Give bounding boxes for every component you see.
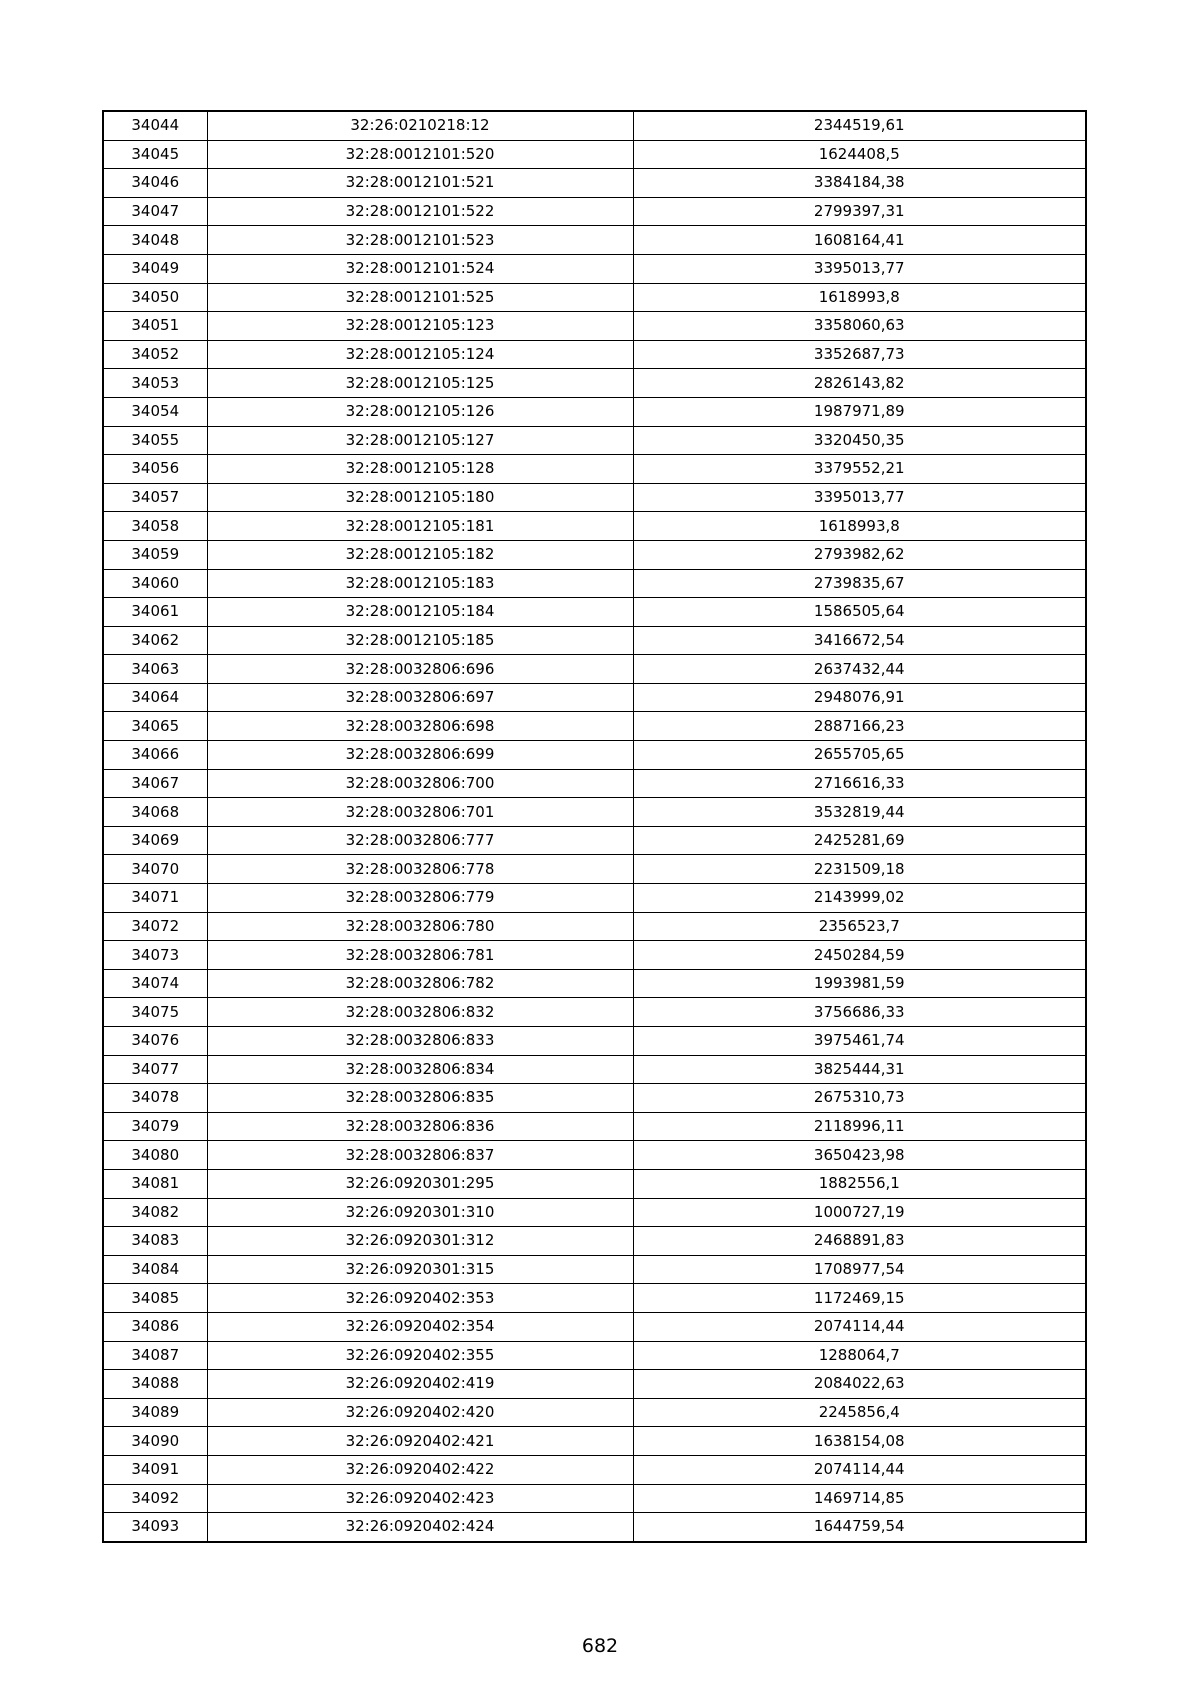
cadastral-number-cell: 32:26:0920301:315 xyxy=(207,1255,633,1284)
cadastral-number-cell: 32:28:0032806:780 xyxy=(207,912,633,941)
value-cell: 1000727,19 xyxy=(633,1198,1086,1227)
table-row xyxy=(103,226,1086,255)
cadastral-number-cell: 32:28:0032806:700 xyxy=(207,769,633,798)
value-cell: 3395013,77 xyxy=(633,483,1086,512)
table-row xyxy=(103,369,1086,398)
table-row xyxy=(103,741,1086,770)
cadastral-number-cell: 32:28:0032806:697 xyxy=(207,683,633,712)
table-row xyxy=(103,598,1086,627)
value-cell: 2425281,69 xyxy=(633,826,1086,855)
row-number-cell: 34044 xyxy=(103,111,207,140)
cadastral-number-cell: 32:26:0920301:310 xyxy=(207,1198,633,1227)
table-row xyxy=(103,683,1086,712)
value-cell: 2344519,61 xyxy=(633,111,1086,140)
value-cell: 2716616,33 xyxy=(633,769,1086,798)
table-row xyxy=(103,1141,1086,1170)
row-number-cell: 34078 xyxy=(103,1084,207,1113)
cadastral-number-cell: 32:28:0012101:522 xyxy=(207,197,633,226)
cadastral-number-cell: 32:28:0032806:833 xyxy=(207,1027,633,1056)
row-number-cell: 34092 xyxy=(103,1484,207,1513)
table-row xyxy=(103,1398,1086,1427)
cadastral-number-cell: 32:28:0032806:834 xyxy=(207,1055,633,1084)
cadastral-number-cell: 32:26:0920301:295 xyxy=(207,1169,633,1198)
cadastral-number-cell: 32:28:0032806:699 xyxy=(207,741,633,770)
value-cell: 3384184,38 xyxy=(633,169,1086,198)
row-number-cell: 34049 xyxy=(103,254,207,283)
row-number-cell: 34086 xyxy=(103,1312,207,1341)
cadastral-number-cell: 32:28:0032806:698 xyxy=(207,712,633,741)
cadastral-number-cell: 32:28:0032806:777 xyxy=(207,826,633,855)
row-number-cell: 34061 xyxy=(103,598,207,627)
table-row xyxy=(103,1112,1086,1141)
cadastral-number-cell: 32:26:0920402:421 xyxy=(207,1427,633,1456)
value-cell: 1618993,8 xyxy=(633,283,1086,312)
cadastral-number-cell: 32:28:0032806:779 xyxy=(207,884,633,913)
cadastral-number-cell: 32:28:0012101:521 xyxy=(207,169,633,198)
row-number-cell: 34081 xyxy=(103,1169,207,1198)
value-cell: 3975461,74 xyxy=(633,1027,1086,1056)
value-cell: 3650423,98 xyxy=(633,1141,1086,1170)
table-row xyxy=(103,512,1086,541)
row-number-cell: 34083 xyxy=(103,1227,207,1256)
row-number-cell: 34079 xyxy=(103,1112,207,1141)
table-row xyxy=(103,712,1086,741)
value-cell: 2356523,7 xyxy=(633,912,1086,941)
value-cell: 3416672,54 xyxy=(633,626,1086,655)
cadastral-number-cell: 32:28:0032806:835 xyxy=(207,1084,633,1113)
table-row xyxy=(103,655,1086,684)
cadastral-number-cell: 32:28:0012101:525 xyxy=(207,283,633,312)
row-number-cell: 34069 xyxy=(103,826,207,855)
row-number-cell: 34084 xyxy=(103,1255,207,1284)
value-cell: 3358060,63 xyxy=(633,312,1086,341)
row-number-cell: 34048 xyxy=(103,226,207,255)
table-row xyxy=(103,1455,1086,1484)
row-number-cell: 34064 xyxy=(103,683,207,712)
row-number-cell: 34051 xyxy=(103,312,207,341)
table-row xyxy=(103,1198,1086,1227)
row-number-cell: 34065 xyxy=(103,712,207,741)
table-row xyxy=(103,1370,1086,1399)
table-row xyxy=(103,1312,1086,1341)
value-cell: 1469714,85 xyxy=(633,1484,1086,1513)
row-number-cell: 34077 xyxy=(103,1055,207,1084)
value-cell: 2826143,82 xyxy=(633,369,1086,398)
table-row xyxy=(103,1084,1086,1113)
cadastral-number-cell: 32:28:0012101:524 xyxy=(207,254,633,283)
value-cell: 2231509,18 xyxy=(633,855,1086,884)
cadastral-number-cell: 32:26:0920301:312 xyxy=(207,1227,633,1256)
table-row xyxy=(103,826,1086,855)
row-number-cell: 34074 xyxy=(103,969,207,998)
cadastral-number-cell: 32:28:0032806:836 xyxy=(207,1112,633,1141)
table-row xyxy=(103,169,1086,198)
table-row xyxy=(103,798,1086,827)
value-cell: 1288064,7 xyxy=(633,1341,1086,1370)
value-cell: 2637432,44 xyxy=(633,655,1086,684)
value-cell: 2655705,65 xyxy=(633,741,1086,770)
page-number: 682 xyxy=(581,1635,619,1657)
table-row xyxy=(103,254,1086,283)
value-cell: 1624408,5 xyxy=(633,140,1086,169)
table-row xyxy=(103,769,1086,798)
value-cell: 1638154,08 xyxy=(633,1427,1086,1456)
row-number-cell: 34071 xyxy=(103,884,207,913)
row-number-cell: 34046 xyxy=(103,169,207,198)
row-number-cell: 34067 xyxy=(103,769,207,798)
table-row xyxy=(103,1341,1086,1370)
cadastral-number-cell: 32:28:0012105:127 xyxy=(207,426,633,455)
table-row xyxy=(103,884,1086,913)
cadastral-value-table xyxy=(102,110,1087,1543)
cadastral-number-cell: 32:28:0032806:837 xyxy=(207,1141,633,1170)
cadastral-number-cell: 32:26:0920402:422 xyxy=(207,1455,633,1484)
cadastral-number-cell: 32:26:0920402:419 xyxy=(207,1370,633,1399)
cadastral-number-cell: 32:28:0012105:128 xyxy=(207,455,633,484)
value-cell: 1608164,41 xyxy=(633,226,1086,255)
value-cell: 2799397,31 xyxy=(633,197,1086,226)
table-row xyxy=(103,455,1086,484)
table-row xyxy=(103,1427,1086,1456)
row-number-cell: 34080 xyxy=(103,1141,207,1170)
row-number-cell: 34057 xyxy=(103,483,207,512)
row-number-cell: 34045 xyxy=(103,140,207,169)
value-cell: 2084022,63 xyxy=(633,1370,1086,1399)
value-cell: 3379552,21 xyxy=(633,455,1086,484)
value-cell: 2118996,11 xyxy=(633,1112,1086,1141)
row-number-cell: 34047 xyxy=(103,197,207,226)
cadastral-number-cell: 32:26:0920402:355 xyxy=(207,1341,633,1370)
row-number-cell: 34060 xyxy=(103,569,207,598)
value-cell: 2450284,59 xyxy=(633,941,1086,970)
value-cell: 1644759,54 xyxy=(633,1513,1086,1542)
value-cell: 2245856,4 xyxy=(633,1398,1086,1427)
table-row xyxy=(103,1284,1086,1313)
row-number-cell: 34072 xyxy=(103,912,207,941)
row-number-cell: 34054 xyxy=(103,397,207,426)
value-cell: 3352687,73 xyxy=(633,340,1086,369)
table-row xyxy=(103,111,1086,140)
cadastral-number-cell: 32:28:0012105:183 xyxy=(207,569,633,598)
cadastral-number-cell: 32:28:0012105:180 xyxy=(207,483,633,512)
cadastral-number-cell: 32:28:0032806:696 xyxy=(207,655,633,684)
row-number-cell: 34050 xyxy=(103,283,207,312)
value-cell: 1618993,8 xyxy=(633,512,1086,541)
row-number-cell: 34085 xyxy=(103,1284,207,1313)
table-row xyxy=(103,912,1086,941)
row-number-cell: 34053 xyxy=(103,369,207,398)
row-number-cell: 34093 xyxy=(103,1513,207,1542)
row-number-cell: 34068 xyxy=(103,798,207,827)
table-row xyxy=(103,197,1086,226)
table-row xyxy=(103,140,1086,169)
cadastral-number-cell: 32:28:0012105:185 xyxy=(207,626,633,655)
value-cell: 2074114,44 xyxy=(633,1455,1086,1484)
table-row xyxy=(103,340,1086,369)
row-number-cell: 34059 xyxy=(103,540,207,569)
cadastral-number-cell: 32:28:0012105:182 xyxy=(207,540,633,569)
value-cell: 1993981,59 xyxy=(633,969,1086,998)
value-cell: 3395013,77 xyxy=(633,254,1086,283)
row-number-cell: 34087 xyxy=(103,1341,207,1370)
table-row xyxy=(103,1055,1086,1084)
cadastral-number-cell: 32:28:0012105:184 xyxy=(207,598,633,627)
cadastral-number-cell: 32:26:0210218:12 xyxy=(207,111,633,140)
value-cell: 1708977,54 xyxy=(633,1255,1086,1284)
value-cell: 1172469,15 xyxy=(633,1284,1086,1313)
cadastral-number-cell: 32:26:0920402:353 xyxy=(207,1284,633,1313)
table-row xyxy=(103,283,1086,312)
cadastral-number-cell: 32:28:0012105:123 xyxy=(207,312,633,341)
cadastral-number-cell: 32:28:0032806:701 xyxy=(207,798,633,827)
table-row xyxy=(103,569,1086,598)
cadastral-number-cell: 32:28:0012101:520 xyxy=(207,140,633,169)
cadastral-number-cell: 32:26:0920402:420 xyxy=(207,1398,633,1427)
table-row xyxy=(103,1027,1086,1056)
cadastral-number-cell: 32:28:0032806:781 xyxy=(207,941,633,970)
value-cell: 2074114,44 xyxy=(633,1312,1086,1341)
table-row xyxy=(103,540,1086,569)
table-row xyxy=(103,1484,1086,1513)
row-number-cell: 34073 xyxy=(103,941,207,970)
row-number-cell: 34075 xyxy=(103,998,207,1027)
cadastral-number-cell: 32:28:0012101:523 xyxy=(207,226,633,255)
table-row xyxy=(103,1255,1086,1284)
value-cell: 2793982,62 xyxy=(633,540,1086,569)
row-number-cell: 34082 xyxy=(103,1198,207,1227)
row-number-cell: 34066 xyxy=(103,741,207,770)
value-cell: 2887166,23 xyxy=(633,712,1086,741)
cadastral-number-cell: 32:26:0920402:424 xyxy=(207,1513,633,1542)
value-cell: 3756686,33 xyxy=(633,998,1086,1027)
row-number-cell: 34062 xyxy=(103,626,207,655)
table-row xyxy=(103,626,1086,655)
cadastral-number-cell: 32:28:0012105:124 xyxy=(207,340,633,369)
row-number-cell: 34052 xyxy=(103,340,207,369)
cadastral-number-cell: 32:26:0920402:423 xyxy=(207,1484,633,1513)
value-cell: 3320450,35 xyxy=(633,426,1086,455)
value-cell: 3532819,44 xyxy=(633,798,1086,827)
table-row xyxy=(103,1169,1086,1198)
row-number-cell: 34070 xyxy=(103,855,207,884)
cadastral-number-cell: 32:28:0012105:181 xyxy=(207,512,633,541)
table-row xyxy=(103,426,1086,455)
row-number-cell: 34058 xyxy=(103,512,207,541)
row-number-cell: 34091 xyxy=(103,1455,207,1484)
table-row xyxy=(103,397,1086,426)
cadastral-number-cell: 32:28:0032806:832 xyxy=(207,998,633,1027)
value-cell: 2739835,67 xyxy=(633,569,1086,598)
row-number-cell: 34090 xyxy=(103,1427,207,1456)
row-number-cell: 34076 xyxy=(103,1027,207,1056)
row-number-cell: 34088 xyxy=(103,1370,207,1399)
value-cell: 1586505,64 xyxy=(633,598,1086,627)
row-number-cell: 34056 xyxy=(103,455,207,484)
cadastral-number-cell: 32:28:0032806:778 xyxy=(207,855,633,884)
cadastral-number-cell: 32:28:0012105:126 xyxy=(207,397,633,426)
table-row xyxy=(103,941,1086,970)
table-row xyxy=(103,855,1086,884)
table-row xyxy=(103,1513,1086,1542)
table-row xyxy=(103,998,1086,1027)
value-cell: 2468891,83 xyxy=(633,1227,1086,1256)
table-body xyxy=(103,111,1086,1542)
value-cell: 1987971,89 xyxy=(633,397,1086,426)
value-cell: 2948076,91 xyxy=(633,683,1086,712)
cadastral-number-cell: 32:28:0012105:125 xyxy=(207,369,633,398)
row-number-cell: 34055 xyxy=(103,426,207,455)
table-row xyxy=(103,969,1086,998)
cadastral-number-cell: 32:28:0032806:782 xyxy=(207,969,633,998)
value-cell: 3825444,31 xyxy=(633,1055,1086,1084)
table-row xyxy=(103,483,1086,512)
cadastral-number-cell: 32:26:0920402:354 xyxy=(207,1312,633,1341)
value-cell: 2143999,02 xyxy=(633,884,1086,913)
value-cell: 1882556,1 xyxy=(633,1169,1086,1198)
row-number-cell: 34089 xyxy=(103,1398,207,1427)
table-row xyxy=(103,312,1086,341)
table-row xyxy=(103,1227,1086,1256)
row-number-cell: 34063 xyxy=(103,655,207,684)
value-cell: 2675310,73 xyxy=(633,1084,1086,1113)
